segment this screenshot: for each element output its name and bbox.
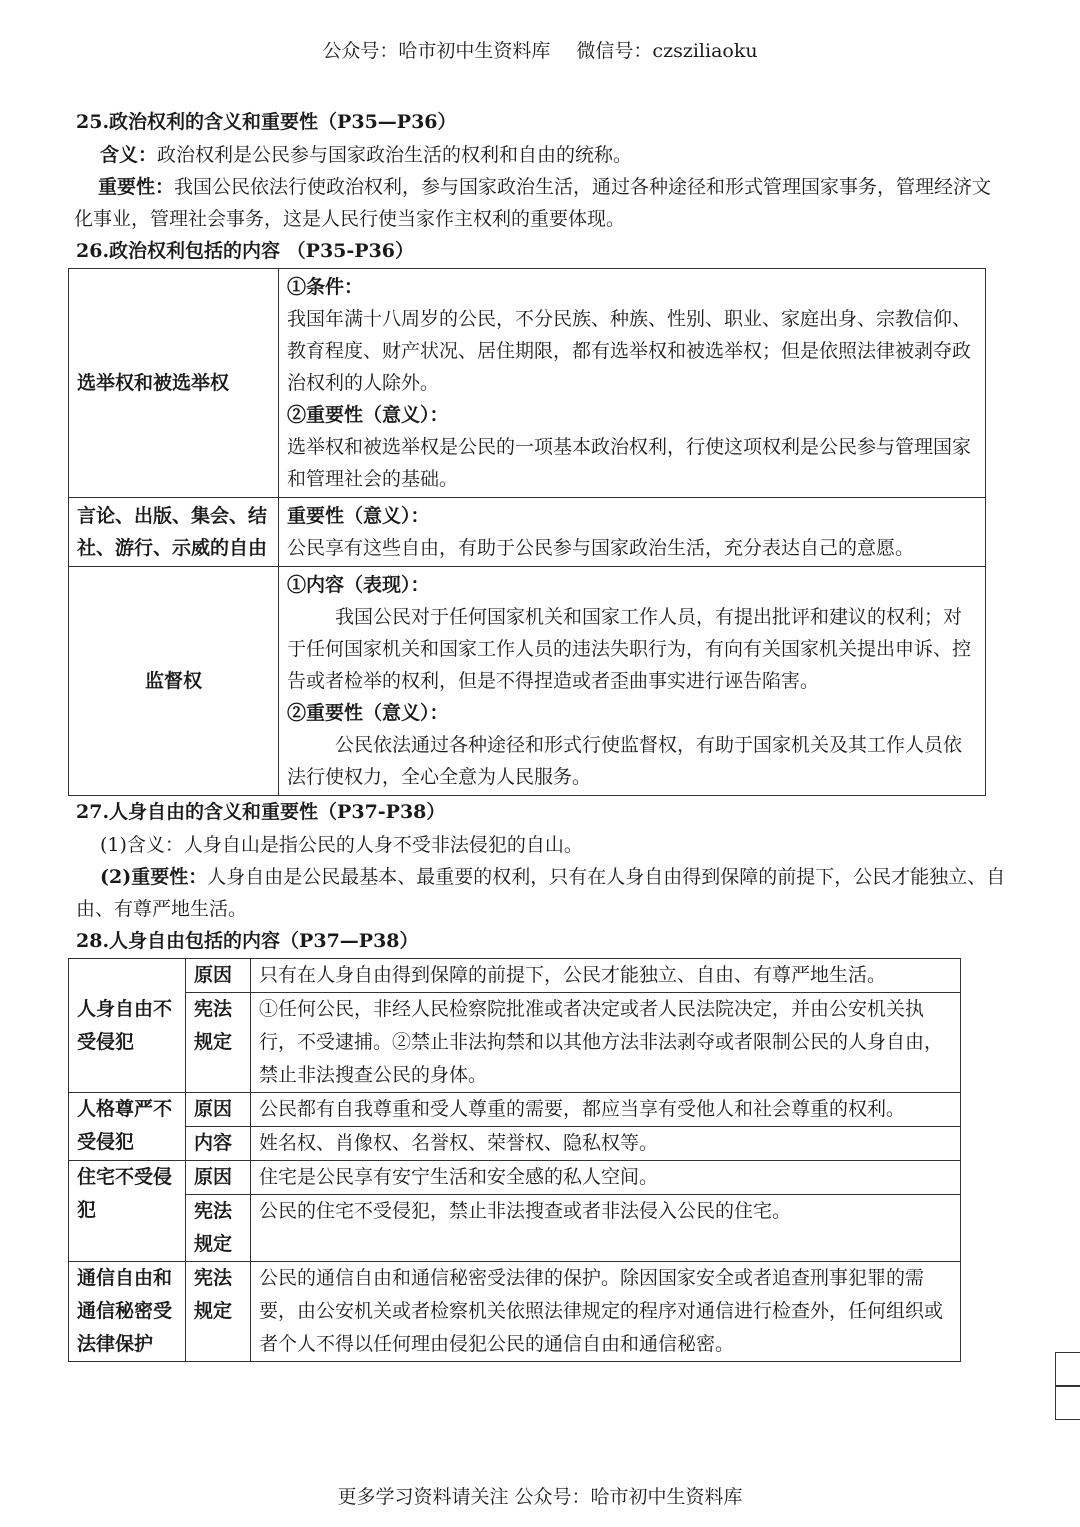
table-row xyxy=(69,269,986,498)
section-27-importance: (2)重要性：人身自由是公民最基本、最重要的权利，只有在人身自由得到保障的前提下，公民才能独立、自由、有尊严地生活。 xyxy=(76,866,1006,920)
section-27-title: 27.人身自由的含义和重要性（P37-P38） xyxy=(76,801,446,823)
row-kind: 宪法规定 xyxy=(186,1262,251,1362)
table-row xyxy=(69,993,961,1093)
section-27-meaning: (1)含义：人身自山是指公民的人身不受非法侵犯的自山。 xyxy=(100,834,583,856)
document-body xyxy=(76,106,1006,1362)
subheading: ②重要性（意义）： xyxy=(287,404,449,426)
subheading: ①条件： xyxy=(287,276,364,298)
row-text: ①任何公民，非经人民检察院批准或者决定或者人民法院决定，并由公安机关执行，不受逮捕。②禁止非法拘禁和以其他方法非法剥夺或者限制公民的人身自由，禁止非法搜查公民的身体。 xyxy=(251,993,961,1093)
header-account: 公众号：哈市初中生资料库 xyxy=(322,40,551,62)
row-content xyxy=(279,498,986,567)
subheading: ①内容（表现）： xyxy=(287,574,430,596)
table-row xyxy=(69,1262,961,1362)
row-text: 公民都有自我尊重和受人尊重的需要，都应当享有受他人和社会尊重的权利。 xyxy=(251,1093,961,1127)
row-kind: 原因 xyxy=(186,1093,251,1127)
row-kind: 内容 xyxy=(186,1127,251,1161)
section-25-importance: 重要性：我国公民依法行使政治权利，参与国家政治生活，通过各种途径和形式管理国家事务，管理经济文化事业，管理社会事务，这是人民行使当家作主权利的重要体现。 xyxy=(74,176,992,230)
page-edge-box xyxy=(1055,1352,1080,1386)
section-26-title: 26.政治权利包括的内容 （P35-P36） xyxy=(76,240,415,262)
table-row xyxy=(69,498,986,567)
group-label: 人身自由不受侵犯 xyxy=(69,959,186,1093)
group-label: 住宅不受侵犯 xyxy=(69,1161,186,1262)
row-kind: 宪法规定 xyxy=(186,1195,251,1262)
row-text: 住宅是公民享有安宁生活和安全感的私人空间。 xyxy=(251,1161,961,1195)
row-kind: 原因 xyxy=(186,1161,251,1195)
row-text: 公民依法通过各种途径和形式行使监督权，有助于国家机关及其工作人员依法行使权力，全心全意为人民服务。 xyxy=(287,734,963,788)
row-text: 只有在人身自由得到保障的前提下，公民才能独立、自由、有尊严地生活。 xyxy=(251,959,961,993)
table-row xyxy=(69,1195,961,1262)
row-content xyxy=(279,269,986,498)
row-text: 选举权和被选举权是公民的一项基本政治权利，行使这项权利是公民参与管理国家和管理社会的基础。 xyxy=(287,436,972,490)
row-label: 言论、出版、集会、结社、游行、示威的自由 xyxy=(69,498,279,567)
row-text: 公民的通信自由和通信秘密受法律的保护。除因国家安全或者追查刑事犯罪的需要，由公安机关或者检察机关依照法律规定的程序对通信进行检查外，任何组织或者个人不得以任何理由侵犯公民的通信自由和通信秘密。 xyxy=(251,1262,961,1362)
subheading: ②重要性（意义）： xyxy=(287,702,449,724)
table-row xyxy=(69,1127,961,1161)
page-footer: 更多学习资料请关注 公众号：哈市初中生资料库 xyxy=(337,1486,743,1508)
row-text: 公民的住宅不受侵犯，禁止非法搜查或者非法侵入公民的住宅。 xyxy=(251,1195,961,1262)
row-text: 公民享有这些自由，有助于公民参与国家政治生活，充分表达自己的意愿。 xyxy=(287,537,915,559)
section-25-title: 25.政治权利的含义和重要性（P35—P36） xyxy=(76,111,457,133)
section-25-meaning: 含义：政治权利是公民参与国家政治生活的权利和自由的统称。 xyxy=(100,144,633,166)
section-28-title: 28.人身自由包括的内容（P37—P38） xyxy=(76,930,419,952)
row-text: 我国年满十八周岁的公民，不分民族、种族、性别、职业、家庭出身、宗教信仰、教育程度、财产状况、居住期限，都有选举权和被选举权；但是依照法律被剥夺政治权利的人除外。 xyxy=(287,308,972,394)
row-label: 监督权 xyxy=(69,567,279,796)
personal-freedom-table xyxy=(68,958,961,1362)
table-row xyxy=(69,959,961,993)
row-label: 选举权和被选举权 xyxy=(69,269,279,498)
table-row xyxy=(69,567,986,796)
group-label: 通信自由和通信秘密受法律保护 xyxy=(69,1262,186,1362)
table-row xyxy=(69,1093,961,1127)
subheading: 重要性（意义）： xyxy=(287,505,430,527)
table-row xyxy=(69,1161,961,1195)
row-content xyxy=(279,567,986,796)
header-wechat: 微信号：czsziliaoku xyxy=(576,40,758,62)
political-rights-table xyxy=(68,268,986,796)
row-kind: 原因 xyxy=(186,959,251,993)
row-text: 我国公民对于任何国家机关和国家工作人员，有提出批评和建议的权利；对于任何国家机关和国家工作人员的违法失职行为，有向有关国家机关提出申诉、控告或者检举的权利，但是不得捏造或者歪曲事实进行诬告陷害。 xyxy=(287,606,972,692)
page-edge-box xyxy=(1055,1386,1080,1420)
row-text: 姓名权、肖像权、名誉权、荣誉权、隐私权等。 xyxy=(251,1127,961,1161)
group-label: 人格尊严不受侵犯 xyxy=(69,1093,186,1161)
row-kind: 宪法规定 xyxy=(186,993,251,1093)
page-header xyxy=(0,38,1080,64)
